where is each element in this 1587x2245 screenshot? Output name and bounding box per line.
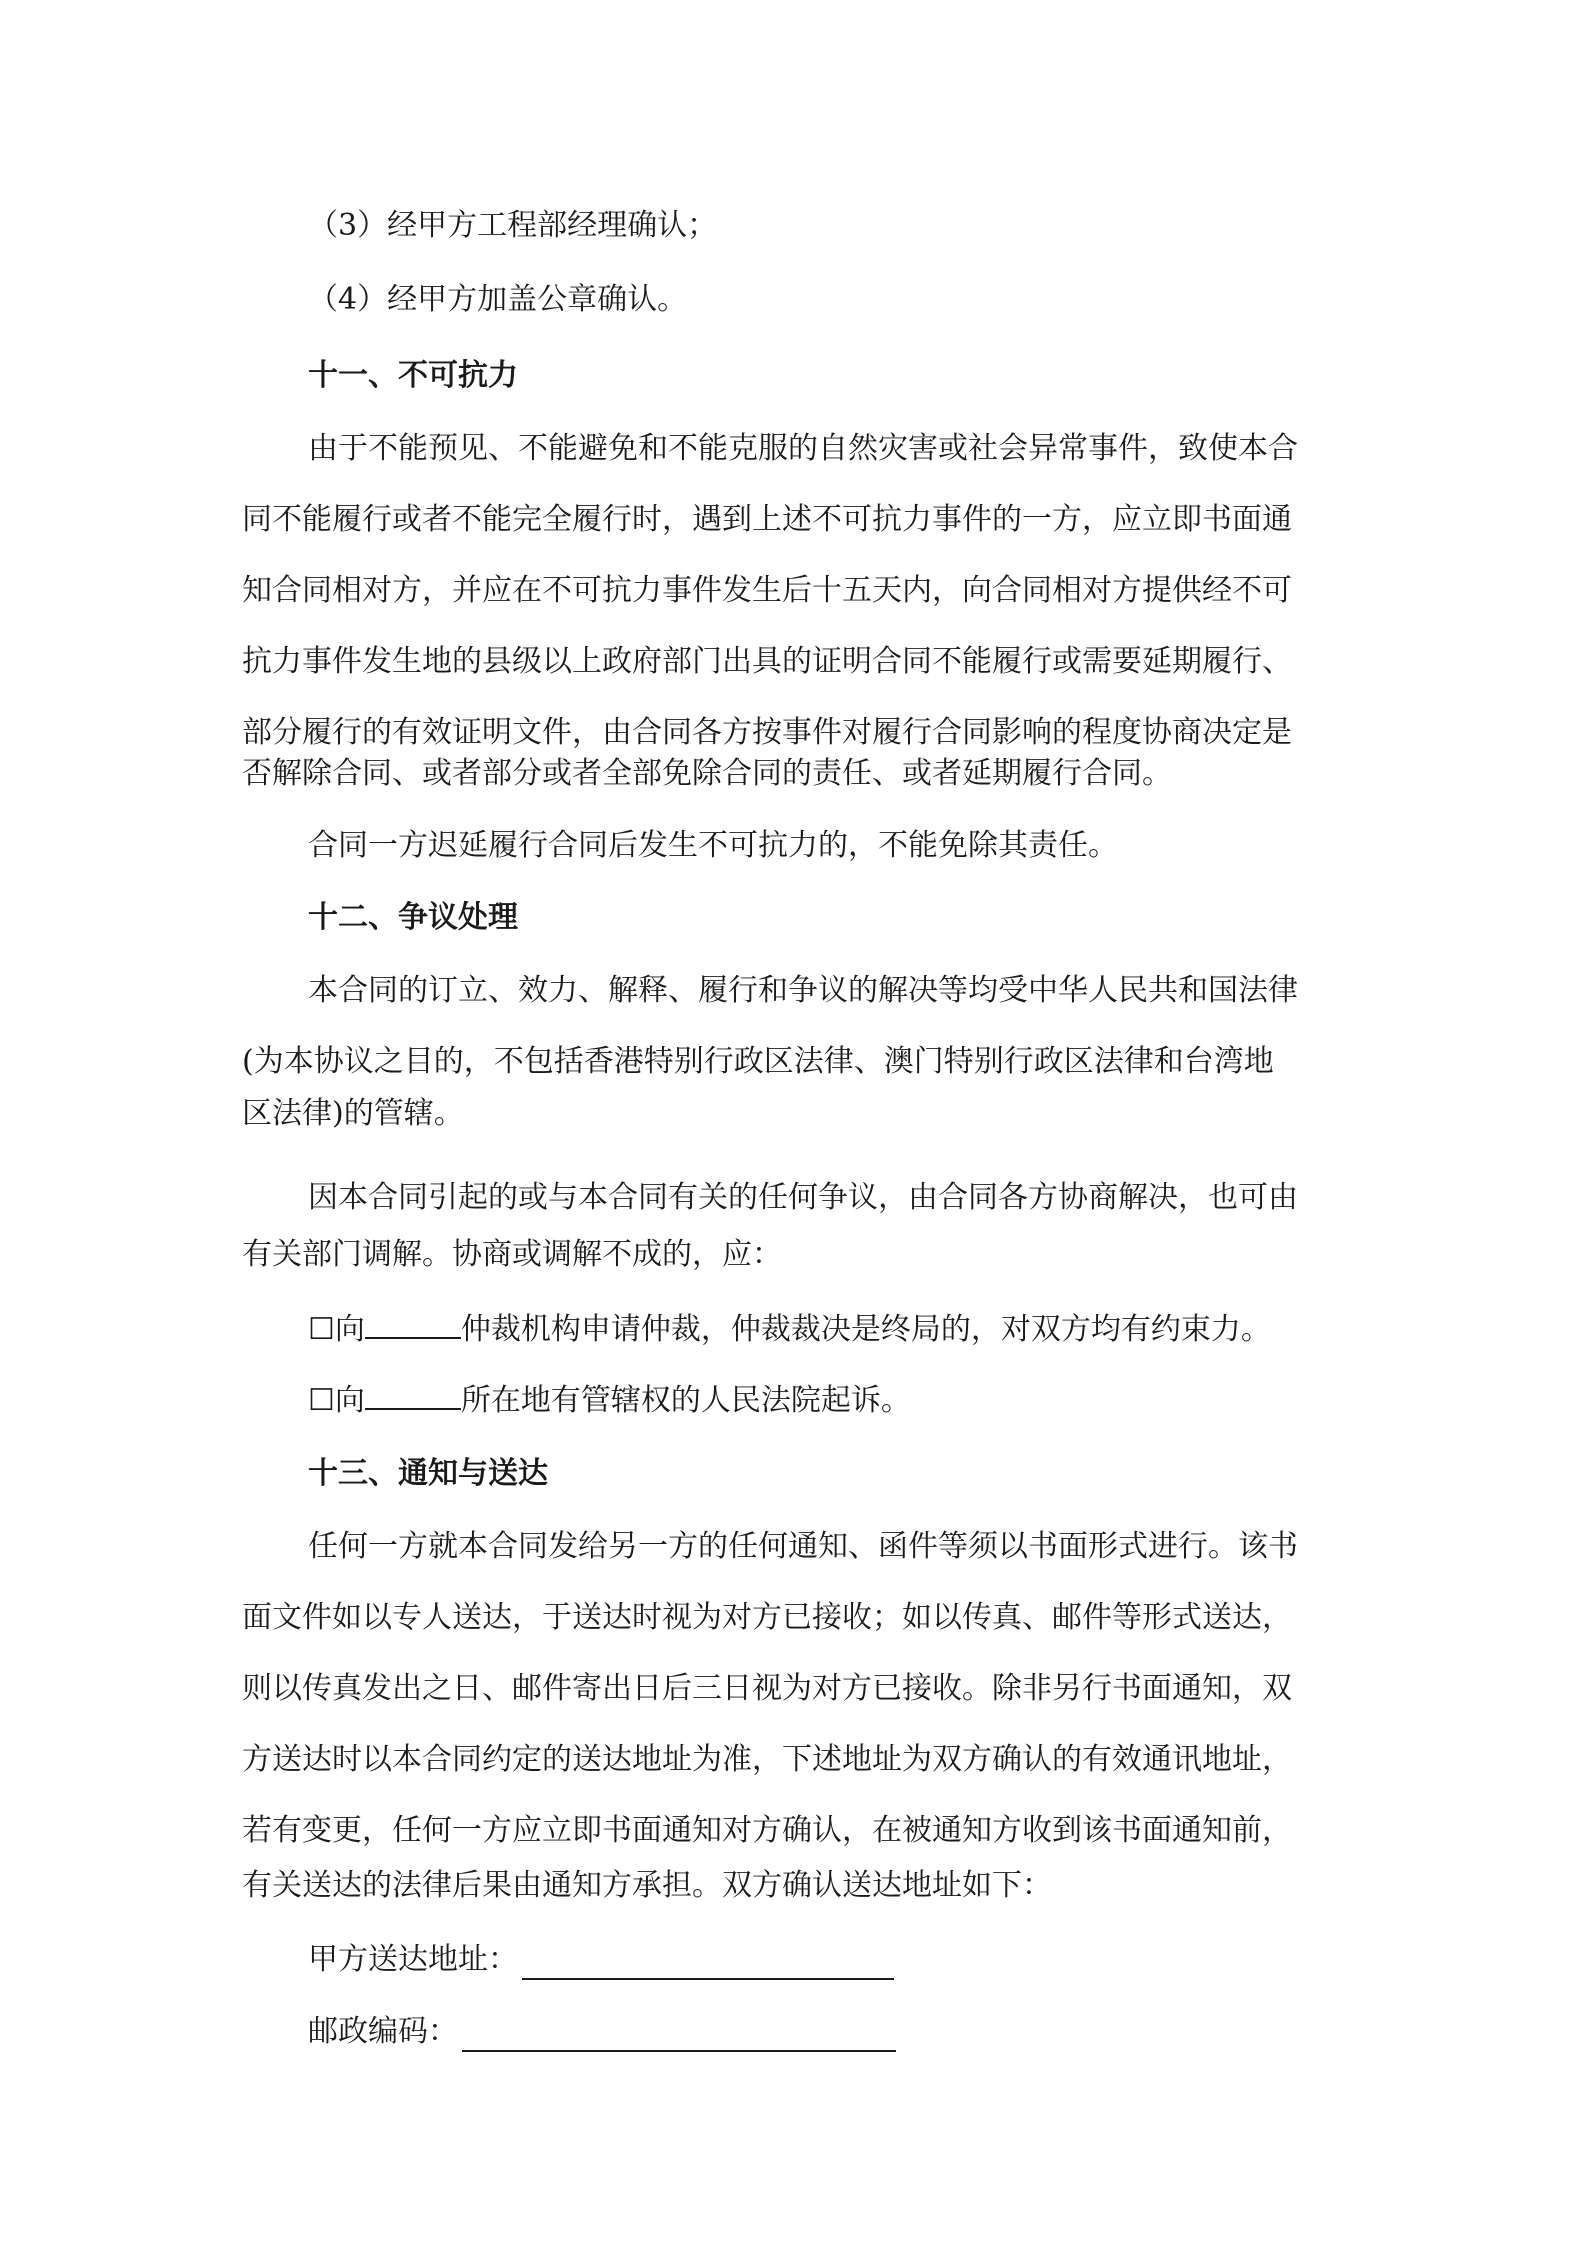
paragraph-line: 由于不能预见、不能避免和不能克服的自然灾害或社会异常事件，致使本合 <box>308 431 1298 466</box>
option-text: 所在地有管辖权的人民法院起诉。 <box>460 1383 911 1418</box>
blank-field[interactable] <box>365 1307 461 1339</box>
checkbox-label: ☐向 <box>308 1312 365 1347</box>
paragraph-line: 有关送达的法律后果由通知方承担。双方确认送达地址如下： <box>242 1868 1052 1903</box>
section-heading: 十一、不可抗力 <box>308 358 518 393</box>
paragraph-line: 有关部门调解。协商或调解不成的，应： <box>242 1237 782 1272</box>
litigation-option[interactable] <box>308 1378 1587 1421</box>
paragraph-line: 部分履行的有效证明文件，由合同各方按事件对履行合同影响的程度协商决定是 <box>242 715 1292 750</box>
section-heading: 十三、通知与送达 <box>308 1456 548 1491</box>
paragraph-line: 抗力事件发生地的县级以上政府部门出具的证明合同不能履行或需要延期履行、 <box>242 644 1292 679</box>
paragraph-line: (为本协议之目的，不包括香港特别行政区法律、澳门特别行政区法律和台湾地 <box>242 1044 1274 1079</box>
paragraph-line: 区法律)的管辖。 <box>242 1096 464 1131</box>
checkbox-label: ☐向 <box>308 1383 365 1418</box>
paragraph-line: 知合同相对方，并应在不可抗力事件发生后十五天内，向合同相对方提供经不可 <box>242 573 1292 608</box>
arbitration-option[interactable] <box>308 1307 1587 1350</box>
party-a-address-field[interactable] <box>308 1940 1587 1980</box>
list-item: （4）经甲方加盖公章确认。 <box>308 282 688 317</box>
paragraph-line: 同不能履行或者不能完全履行时，遇到上述不可抗力事件的一方，应立即书面通 <box>242 502 1292 537</box>
section-heading: 十二、争议处理 <box>308 900 518 935</box>
postal-code-field[interactable] <box>308 2012 1587 2052</box>
paragraph-line: 面文件如以专人送达，于送达时视为对方已接收；如以传真、邮件等形式送达， <box>242 1600 1292 1635</box>
paragraph-line: 合同一方迟延履行合同后发生不可抗力的，不能免除其责任。 <box>308 828 1118 863</box>
paragraph-line: 本合同的订立、效力、解释、履行和争议的解决等均受中华人民共和国法律 <box>308 973 1298 1008</box>
field-label: 邮政编码： <box>308 2014 458 2049</box>
paragraph-line: 若有变更，任何一方应立即书面通知对方确认，在被通知方收到该书面通知前， <box>242 1813 1292 1848</box>
postal-code-blank[interactable] <box>462 2018 896 2052</box>
field-label: 甲方送达地址： <box>308 1942 518 1977</box>
paragraph-line: 方送达时以本合同约定的送达地址为准，下述地址为双方确认的有效通讯地址， <box>242 1742 1292 1777</box>
paragraph-line: 则以传真发出之日、邮件寄出日后三日视为对方已接收。除非另行书面通知，双 <box>242 1671 1292 1706</box>
paragraph-line: 任何一方就本合同发给另一方的任何通知、函件等须以书面形式进行。该书 <box>308 1529 1298 1564</box>
paragraph-line: 因本合同引起的或与本合同有关的任何争议，由合同各方协商解决，也可由 <box>308 1180 1298 1215</box>
list-item: （3）经甲方工程部经理确认； <box>308 208 718 243</box>
address-blank[interactable] <box>522 1946 894 1980</box>
blank-field[interactable] <box>365 1378 461 1410</box>
paragraph-line: 否解除合同、或者部分或者全部免除合同的责任、或者延期履行合同。 <box>242 756 1172 791</box>
option-text: 仲裁机构申请仲裁，仲裁裁决是终局的，对双方均有约束力。 <box>460 1312 1271 1347</box>
